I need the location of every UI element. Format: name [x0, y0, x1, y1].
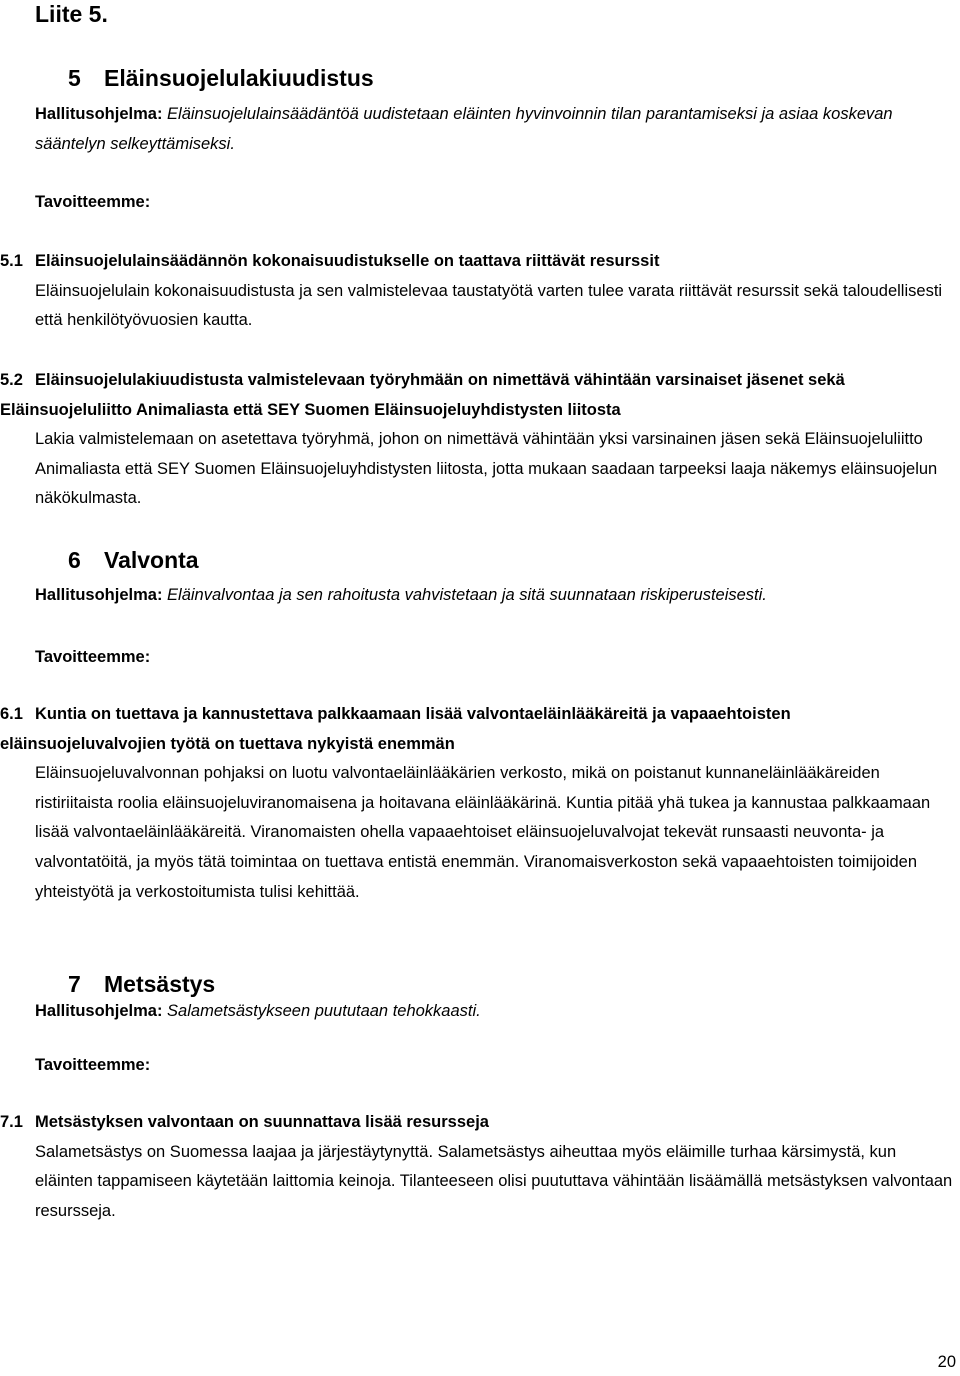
section-7-program [35, 997, 955, 1027]
item-title: Kuntia on tuettava ja kannustettava palkkaamaan lisää valvontaeläinlääkäreitä ja vapaaehtoisten eläinsuojeluvalvojien työtä on tuettava nykyistä enemmän [0, 705, 791, 753]
section-7-goals-label: Tavoitteemme: [35, 1056, 151, 1074]
program-label: Hallitusohjelma: [35, 105, 163, 123]
section-number: 7 [68, 971, 81, 997]
section-title: Valvonta [104, 547, 199, 573]
section-title: Eläinsuojelulakiuudistus [104, 65, 374, 91]
section-6-goals-label: Tavoitteemme: [35, 648, 151, 666]
program-label: Hallitusohjelma: [35, 1002, 163, 1020]
item-6-1 [0, 700, 955, 907]
item-body: Eläinsuojeluvalvonnan pohjaksi on luotu valvontaeläinlääkärien verkosto, mikä on poistanut kunnaneläinlääkäreiden ristiriitaista roolia eläinsuojeluviranomaisena ja hoitavana eläinlääkärinä. Kuntia pitää yhä tukea ja kannustaa palkkaamaan lisää valvontaeläinlääkäreitä. Viranomaisten ohella vapaaehtoiset eläinsuojeluvalvojat tekevät runsaasti neuvonta- ja valvontatöitä, ja myös tätä toimintaa on tuettava entistä enemmän. Viranomaisverkoston sekä vapaaehtoisten toimijoiden yhteistyötä ja verkostoitumista tulisi kehittää. [35, 764, 931, 901]
item-body: Lakia valmistelemaan on asetettava työryhmä, johon on nimettävä vähintään yksi varsinainen jäsen sekä Eläinsuojeluliitto Animaliasta että SEY Suomen Eläinsuojeluyhdistysten liitosta, jotta mukaan saadaan tarpeeksi laaja näkemys eläinsuojelun näkökulmasta. [35, 430, 938, 508]
item-body: Eläinsuojelulain kokonaisuudistusta ja sen valmistelevaa taustatyötä varten tulee varata riittävät resurssit sekä taloudellisesti että henkilötyövuosien kautta. [35, 281, 943, 330]
item-title: Eläinsuojelulainsäädännön kokonaisuudistukselle on taattava riittävät resurssit [35, 252, 660, 270]
program-text: Eläinsuojelulainsäädäntöä uudistetaan eläinten hyvinvoinnin tilan parantamiseksi ja asiaa koskevan sääntelyn selkeyttämiseksi. [35, 105, 893, 153]
item-7-1 [0, 1108, 955, 1226]
item-number: 5.2 [0, 371, 23, 389]
program-text: Salametsästykseen puututaan tehokkaasti. [167, 1002, 481, 1020]
item-number: 6.1 [0, 705, 23, 723]
program-text: Eläinvalvontaa ja sen rahoitusta vahvistetaan ja sitä suunnataan riskiperusteisesti. [167, 586, 767, 604]
section-title: Metsästys [104, 971, 216, 997]
page-number: 20 [937, 1353, 956, 1371]
section-6-program [35, 581, 955, 611]
section-number: 5 [68, 65, 81, 91]
section-number: 6 [68, 547, 81, 573]
item-body: Salametsästys on Suomessa laajaa ja järjestäytynyttä. Salametsästys aiheuttaa myös eläimille turhaa kärsimystä, kun eläinten tappamiseen käytetään laittomia keinoja. Tilanteeseen olisi puututtava vähintään lisäämällä metsästyksen valvontaan resursseja. [35, 1142, 953, 1220]
section-5-heading [68, 64, 374, 92]
item-5-1 [0, 247, 955, 336]
section-7-heading [68, 970, 215, 998]
appendix-label: Liite 5. [35, 1, 108, 27]
item-title: Eläinsuojelulakiuudistusta valmistelevaan työryhmään on nimettävä vähintään varsinaiset jäsenet sekä Eläinsuojeluliitto Animaliasta että SEY Suomen Eläinsuojeluyhdistysten liitosta [0, 371, 845, 419]
section-5-program [35, 100, 955, 159]
item-title: Metsästyksen valvontaan on suunnattava lisää resursseja [35, 1113, 489, 1131]
section-6-heading [68, 546, 199, 574]
program-label: Hallitusohjelma: [35, 586, 163, 604]
section-5-goals-label: Tavoitteemme: [35, 193, 151, 211]
item-5-2 [0, 366, 955, 514]
item-number: 7.1 [0, 1113, 23, 1131]
item-number: 5.1 [0, 252, 23, 270]
